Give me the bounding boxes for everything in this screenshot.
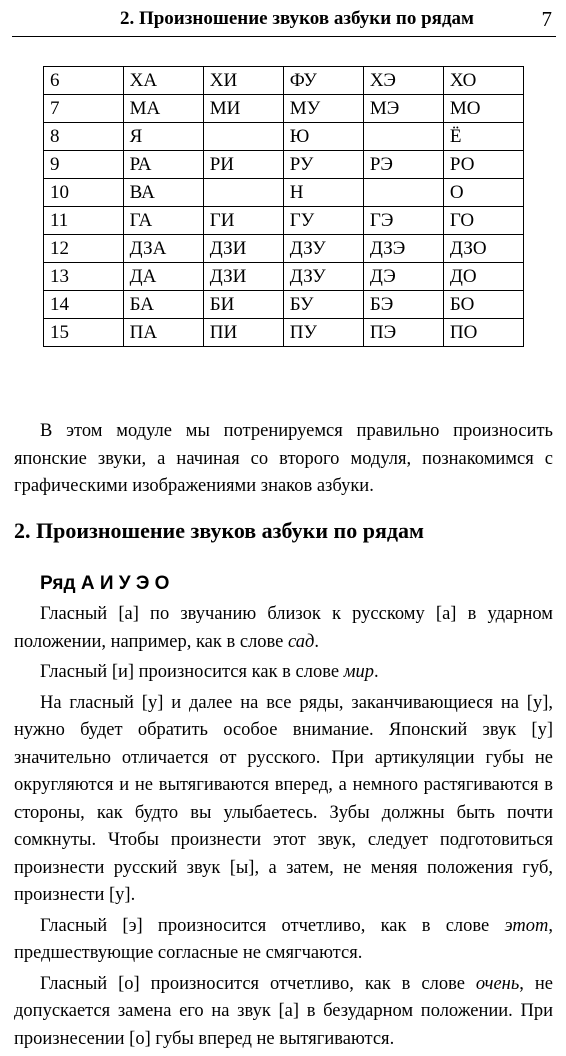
- table-row: [44, 263, 524, 291]
- row-number-cell: 14: [44, 291, 124, 319]
- table-row: [44, 123, 524, 151]
- syllable-cell: ДЗУ: [283, 235, 363, 263]
- syllable-cell: ПА: [123, 319, 203, 347]
- table-row: [44, 151, 524, 179]
- syllable-cell: ХИ: [203, 67, 283, 95]
- syllable-cell: БИ: [203, 291, 283, 319]
- syllable-cell: ДЗИ: [203, 235, 283, 263]
- row-number-cell: 11: [44, 207, 124, 235]
- syllable-cell: ФУ: [283, 67, 363, 95]
- table-row: [44, 207, 524, 235]
- paragraph-i-end: .: [374, 662, 379, 682]
- syllable-cell: Ю: [283, 123, 363, 151]
- syllable-cell: МО: [443, 95, 523, 123]
- running-title: 2. Произношение звуков азбуки по рядам: [119, 8, 474, 29]
- syllable-table-body: [44, 67, 524, 347]
- syllable-cell: РО: [443, 151, 523, 179]
- syllable-table: [43, 66, 524, 347]
- syllable-cell: БА: [123, 291, 203, 319]
- syllable-cell: ДА: [123, 263, 203, 291]
- intro-block: [14, 418, 553, 501]
- paragraph-e: [14, 913, 553, 968]
- paragraph-a-text: Гласный [а] по звучанию близок к русскому [а] в ударном положении, например, как в слове: [14, 604, 553, 652]
- syllable-cell: ГУ: [283, 207, 363, 235]
- syllable-cell: ПО: [443, 319, 523, 347]
- syllable-cell: [363, 179, 443, 207]
- syllable-cell: ВА: [123, 179, 203, 207]
- syllable-cell: ПИ: [203, 319, 283, 347]
- table-row: [44, 179, 524, 207]
- paragraph-o-text: Гласный [о] произносится отчетливо, как в слове: [40, 973, 476, 994]
- syllable-cell: БУ: [283, 291, 363, 319]
- syllable-cell: ГЭ: [363, 207, 443, 235]
- syllable-cell: ДО: [443, 263, 523, 291]
- syllable-cell: МЭ: [363, 95, 443, 123]
- row-number-cell: 13: [44, 263, 124, 291]
- example-word-ochen: очень: [475, 973, 520, 994]
- syllable-cell: МИ: [203, 95, 283, 123]
- row-number-cell: 9: [44, 151, 124, 179]
- syllable-cell: РИ: [203, 151, 283, 179]
- syllable-cell: РА: [123, 151, 203, 179]
- syllable-cell: РУ: [283, 151, 363, 179]
- example-word-etot: этот: [504, 915, 549, 936]
- section-body: [14, 570, 553, 1056]
- syllable-cell: ДЗУ: [283, 263, 363, 291]
- example-word-sad: сад: [288, 631, 315, 652]
- syllable-cell: ДЗЭ: [363, 235, 443, 263]
- syllable-cell: Н: [283, 179, 363, 207]
- syllable-cell: ХО: [443, 67, 523, 95]
- syllable-cell: ХА: [123, 67, 203, 95]
- syllable-cell: ГА: [123, 207, 203, 235]
- example-word-mir: мир: [343, 662, 375, 682]
- table-row: [44, 319, 524, 347]
- syllable-cell: ДЗА: [123, 235, 203, 263]
- syllable-cell: Я: [123, 123, 203, 151]
- section-title: 2. Произношение звуков азбуки по рядам: [14, 518, 424, 543]
- syllable-cell: [203, 179, 283, 207]
- syllable-cell: ГИ: [203, 207, 283, 235]
- syllable-cell: ПЭ: [363, 319, 443, 347]
- table-row: [44, 95, 524, 123]
- syllable-cell: МА: [123, 95, 203, 123]
- row-subtitle: Ряд А И У Э О: [40, 573, 170, 594]
- syllable-cell: ДЗО: [443, 235, 523, 263]
- paragraph-i: [14, 659, 553, 687]
- row-number-cell: 6: [44, 67, 124, 95]
- paragraph-i-text: Гласный [и] произносится как в слове: [40, 662, 344, 682]
- row-number-cell: 8: [44, 123, 124, 151]
- syllable-cell: ПУ: [283, 319, 363, 347]
- syllable-cell: Ё: [443, 123, 523, 151]
- table-row: [44, 67, 524, 95]
- paragraph-a: [14, 601, 553, 656]
- syllable-cell: ДЭ: [363, 263, 443, 291]
- table-row: [44, 235, 524, 263]
- intro-paragraph: В этом модуле мы потренируемся правильно произносить японские звуки, а начиная со второго модуля, познакомимся с графическими изображениями знаков азбуки.: [14, 421, 553, 496]
- syllable-cell: РЭ: [363, 151, 443, 179]
- syllable-cell: ХЭ: [363, 67, 443, 95]
- paragraph-e-end: , предшествующие согласные не смягчаются.: [14, 915, 553, 963]
- syllable-cell: БО: [443, 291, 523, 319]
- syllable-cell: ГО: [443, 207, 523, 235]
- paragraph-o-end: , не допускается замена его на звук [а] в безударном положении. При произнесении [о] губы вперед не вытягиваются.: [14, 973, 553, 1049]
- page-number: 7: [541, 7, 552, 31]
- row-number-cell: 12: [44, 235, 124, 263]
- syllable-cell: О: [443, 179, 523, 207]
- syllable-cell: МУ: [283, 95, 363, 123]
- paragraph-a-end: .: [314, 631, 319, 652]
- row-number-cell: 7: [44, 95, 124, 123]
- row-number-cell: 15: [44, 319, 124, 347]
- paragraph-o: [14, 971, 553, 1054]
- table-row: [44, 291, 524, 319]
- syllable-cell: [203, 123, 283, 151]
- syllable-cell: ДЗИ: [203, 263, 283, 291]
- paragraph-u: На гласный [у] и далее на все ряды, заканчивающиеся на [у], нужно будет обратить особое внимание. Японский звук [у] значительно отличается от русского. При артикуляции губы не округляются и не вытягиваются вперед, а немного растягиваются в стороны, как будто вы улыбаетесь. Зубы должны быть почти сомкнуты. Чтобы произнести этот звук, следует подготовиться произнести русский звук [ы], а затем, не меняя положения губ, произнести [у].: [14, 692, 553, 905]
- syllable-cell: [363, 123, 443, 151]
- row-number-cell: 10: [44, 179, 124, 207]
- running-header: [12, 6, 556, 37]
- paragraph-e-text: Гласный [э] произносится отчетливо, как в слове: [40, 915, 505, 936]
- syllable-cell: БЭ: [363, 291, 443, 319]
